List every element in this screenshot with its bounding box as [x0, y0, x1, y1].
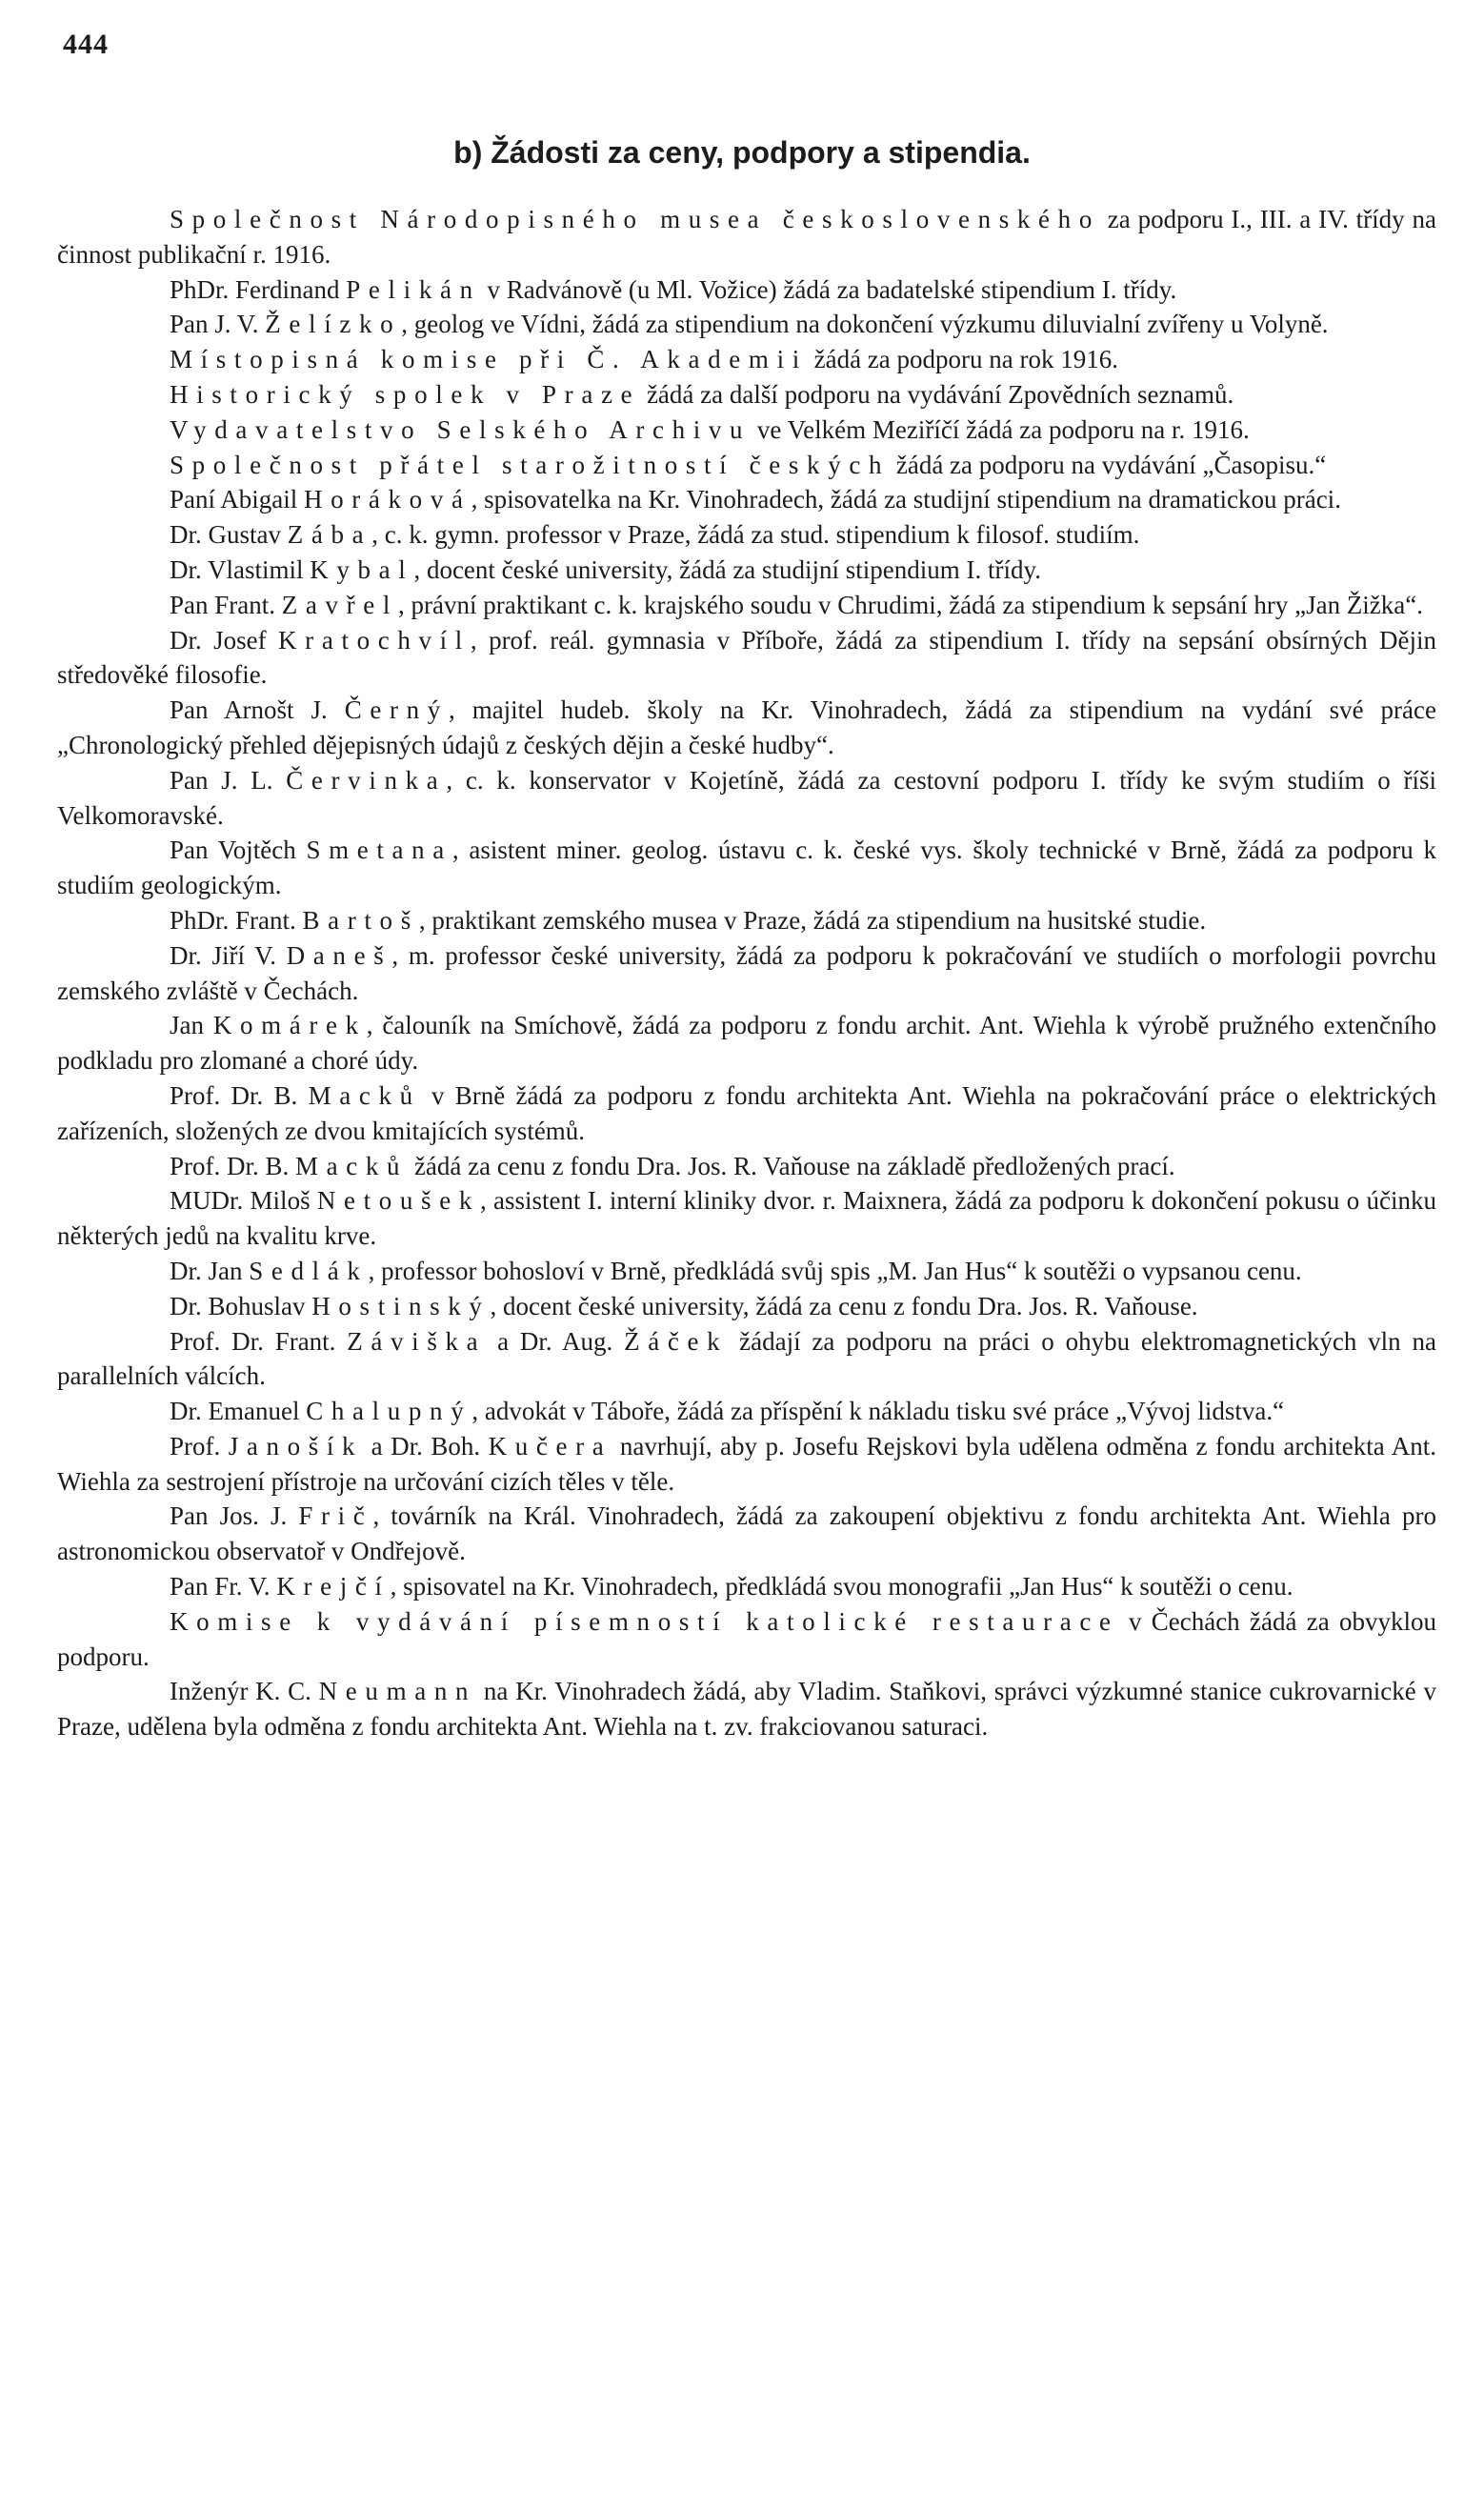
entry-text: žádá za další podporu na vydávání Zpovědních seznamů.	[640, 379, 1234, 409]
entry-connector: a Dr. Aug.	[486, 1326, 625, 1356]
entry-name: Bartoš	[302, 905, 419, 935]
entry-name: Místopisná komise při Č. Akademii	[170, 345, 808, 374]
entry-name: Kratochvíl	[278, 625, 471, 655]
entry-text: na Kr. Vinohradech žádá, aby Vladim. Staňkovi, správci výzkumné stanice cukrovarnické v Praze, udělena byla odměna z fondu architekta Ant. Wiehla na t. zv. frakciovanou saturaci.	[57, 1677, 1436, 1742]
entry-name: Daneš	[286, 940, 392, 970]
entry-prefix: Prof. Dr. Frant.	[170, 1326, 348, 1356]
entry-paragraph	[57, 1254, 1436, 1289]
entry-paragraph	[57, 1604, 1436, 1675]
entry-paragraph	[57, 342, 1436, 377]
entry-text: , c. k. gymn. professor v Praze, žádá za stud. stipendium k filosof. studiím.	[371, 520, 1140, 550]
entry-name: Chalupný	[306, 1397, 472, 1426]
entry-prefix: Dr. Gustav	[170, 520, 288, 550]
entry-text: navrhují, aby p. Josefu Rejskovi byla udělena odměna z fondu architekta Ant. Wiehla za sestrojení přístroje na určování cizích těles v těle.	[57, 1431, 1437, 1496]
entry-paragraph	[57, 272, 1436, 308]
entry-prefix: Paní Abigail	[170, 485, 304, 514]
entry-name: Komise k vydávání písemností katolické restaurace	[170, 1606, 1119, 1636]
entry-name: Společnost Národopisného musea československého	[170, 205, 1100, 233]
entry-name: Janošík	[228, 1431, 364, 1460]
entry-paragraph	[57, 413, 1436, 448]
entry-prefix: Dr. Vlastimil	[170, 554, 311, 584]
entry-text: v Čechách žádá za obvyklou podporu.	[57, 1606, 1436, 1671]
entry-name: Frič	[298, 1501, 373, 1531]
entry-name: Kybal	[310, 554, 414, 584]
entry-paragraph	[57, 1289, 1436, 1324]
entry-text: ve Velkém Meziříčí žádá za podporu na r. 1916.	[751, 414, 1250, 444]
entry-prefix: Dr. Emanuel	[170, 1397, 307, 1426]
entry-name: Černý	[344, 695, 449, 725]
entry-name: Macků	[295, 1151, 409, 1180]
entry-paragraph	[57, 763, 1436, 834]
entry-name: Komárek	[212, 1011, 367, 1040]
entry-name: Zavřel	[281, 590, 399, 619]
entry-text: v Brně žádá za podporu z fondu architekta Ant. Wiehla na pokračování práce o elektrických zařízeních, složených ze dvou kmitajících systémů.	[57, 1080, 1436, 1145]
entry-prefix: Pan Fr. V.	[170, 1572, 277, 1601]
entry-text: žádá za podporu na rok 1916.	[807, 345, 1118, 374]
entry-text: , c. k. konservator v Kojetíně, žádá za cestovní podporu I. třídy ke svým studiím o říši Velkomoravské.	[57, 765, 1437, 830]
entry-text: , docent české university, žádá za cenu z fondu Dra. Jos. R. Vaňouse.	[490, 1291, 1198, 1320]
entry-text: , professor bohosloví v Brně, předkládá svůj spis „M. Jan Hus“ k soutěži o vypsanou cenu.	[368, 1256, 1302, 1285]
entry-paragraph	[57, 1324, 1436, 1395]
entry-prefix: Pan J. L.	[170, 765, 287, 795]
entry-paragraph	[57, 1429, 1436, 1500]
entry-text: , spisovatel na Kr. Vinohradech, předkládá svou monografii „Jan Hus“ k soutěži o cenu.	[390, 1572, 1293, 1601]
entry-paragraph	[57, 693, 1436, 763]
entry-prefix: Dr. Jiří V.	[170, 940, 287, 970]
entry-text: v Radvánově (u Ml. Vožice) žádá za badatelské stipendium I. třídy.	[480, 274, 1177, 304]
entry-paragraph	[57, 202, 1436, 272]
section-heading: b) Žádosti za ceny, podpory a stipendia.	[453, 135, 1031, 170]
entry-name: Červinka	[286, 765, 447, 795]
entry-paragraph	[57, 377, 1436, 413]
entry-text: , právní praktikant c. k. krajského soudu v Chrudimi, žádá za stipendium k sepsání hry „Jan Žižka“.	[398, 590, 1424, 619]
entry-paragraph	[57, 448, 1436, 483]
entry-paragraph	[57, 1394, 1436, 1429]
entry-text: , asistent miner. geolog. ústavu c. k. české vys. školy technické v Brně, žádá za podporu k studiím geologickým.	[57, 836, 1436, 900]
entry-text: žádá za cenu z fondu Dra. Jos. R. Vaňouse na základě předložených prací.	[408, 1151, 1175, 1180]
entry-text: žádají za podporu na práci o ohybu elektromagnetických vln na parallelních válcích.	[57, 1326, 1436, 1391]
entry-prefix: Pan Vojtěch	[170, 836, 307, 865]
entry-name: Společnost přátel starožitností českých	[170, 450, 891, 479]
entry-paragraph	[57, 588, 1436, 623]
entry-name: Macků	[308, 1080, 421, 1110]
entry-text: , docent české university, žádá za studijní stipendium I. třídy.	[413, 554, 1042, 584]
entry-name: Záviška	[347, 1326, 487, 1356]
entry-name-second: Kučera	[488, 1431, 612, 1460]
entry-prefix: Prof. Dr. B.	[170, 1080, 309, 1110]
page-number: 444	[63, 29, 109, 60]
entry-name: Netoušek	[316, 1186, 480, 1216]
entry-name: Vydavatelstvo Selského Archivu	[170, 414, 752, 444]
entry-prefix: Jan	[170, 1011, 213, 1040]
entry-paragraph	[57, 307, 1436, 342]
entry-text: , továrník na Král. Vinohradech, žádá za zakoupení objektivu z fondu architekta Ant. Wiehla pro astronomickou observatoř v Ondřejově.	[57, 1501, 1436, 1566]
entry-text: , spisovatelka na Kr. Vinohradech, žádá za studijní stipendium na dramatickou práci.	[471, 485, 1341, 514]
entry-connector: a Dr. Boh.	[363, 1431, 489, 1460]
entry-paragraph	[57, 1149, 1436, 1184]
entry-prefix: PhDr. Frant.	[170, 905, 303, 935]
entry-paragraph	[57, 1183, 1436, 1254]
entry-paragraph	[57, 1078, 1436, 1149]
entry-text: , prof. reál. gymnasia v Příboře, žádá za stipendium I. třídy na sepsání obsírných Dějin středověké filosofie.	[57, 625, 1436, 690]
entry-paragraph	[57, 1569, 1436, 1604]
entry-name: Neumann	[318, 1677, 477, 1706]
entry-paragraph	[57, 482, 1436, 517]
entry-prefix: Dr. Josef	[170, 625, 279, 655]
entry-paragraph	[57, 1008, 1436, 1078]
entry-name-second: Žáček	[624, 1326, 729, 1356]
entry-name: Pelikán	[346, 274, 481, 304]
entry-paragraph	[57, 1674, 1436, 1744]
entry-text: , assistent I. interní kliniky dvor. r. Maixnera, žádá za podporu k dokončení pokusu o účinku některých jedů na kvalitu krve.	[57, 1186, 1436, 1251]
entry-name: Smetana	[306, 836, 452, 865]
entry-name: Zába	[287, 520, 372, 550]
entry-text: , m. professor české university, žádá za podporu k pokračování ve studiích o morfologii povrchu zemského zvláště v Čechách.	[57, 940, 1436, 1005]
entry-paragraph	[57, 553, 1436, 588]
entry-text: žádá za podporu na vydávání „Časopisu.“	[890, 450, 1327, 479]
entry-text: za podporu I., III. a IV. třídy na činnost publikační r. 1916.	[57, 205, 1436, 269]
entry-name: Horáková	[304, 485, 471, 514]
entry-name: Hostinský	[311, 1291, 491, 1320]
entries-list	[57, 202, 1436, 1744]
entry-paragraph	[57, 623, 1436, 694]
entry-prefix: Dr. Bohuslav	[170, 1291, 312, 1320]
entry-prefix: Dr. Jan	[170, 1256, 250, 1285]
entry-prefix: PhDr. Ferdinand	[170, 274, 347, 304]
entry-text: , geolog ve Vídni, žádá za stipendium na dokončení výzkumu diluvialní zvířeny u Volyně.	[401, 310, 1329, 339]
entry-prefix: Pan Arnošt J.	[170, 695, 345, 725]
entry-text: , majitel hudeb. školy na Kr. Vinohradech, žádá za stipendium na vydání své práce „Chronologický přehled dějepisných údajů z českých dějin a české hudby“.	[57, 695, 1436, 759]
entry-name: Sedlák	[249, 1256, 369, 1285]
entry-prefix: Inženýr K. C.	[170, 1677, 319, 1706]
entry-prefix: Pan Frant.	[170, 590, 282, 619]
entry-paragraph	[57, 938, 1436, 1009]
entry-name: Historický spolek v Praze	[170, 379, 641, 409]
entry-prefix: Prof.	[170, 1431, 229, 1460]
entry-paragraph	[57, 517, 1436, 553]
entry-paragraph	[57, 903, 1436, 938]
entry-paragraph	[57, 1499, 1436, 1569]
entry-text: , čalouník na Smíchově, žádá za podporu z fondu archit. Ant. Wiehla k výrobě pružného extenčního podkladu pro zlomané a choré údy.	[57, 1011, 1436, 1076]
entry-prefix: Pan J. V.	[170, 310, 266, 339]
entry-name: Želízko	[265, 310, 402, 339]
entry-paragraph	[57, 833, 1436, 903]
entry-text: , praktikant zemského musea v Praze, žádá za stipendium na husitské studie.	[418, 905, 1207, 935]
entry-prefix: MUDr. Miloš	[170, 1186, 317, 1216]
entry-name: Krejčí	[276, 1572, 391, 1601]
entry-prefix: Prof. Dr. B.	[170, 1151, 296, 1180]
entry-text: , advokát v Táboře, žádá za příspění k nákladu tisku své práce „Vývoj lidstva.“	[471, 1397, 1285, 1426]
entry-prefix: Pan Jos. J.	[170, 1501, 299, 1531]
